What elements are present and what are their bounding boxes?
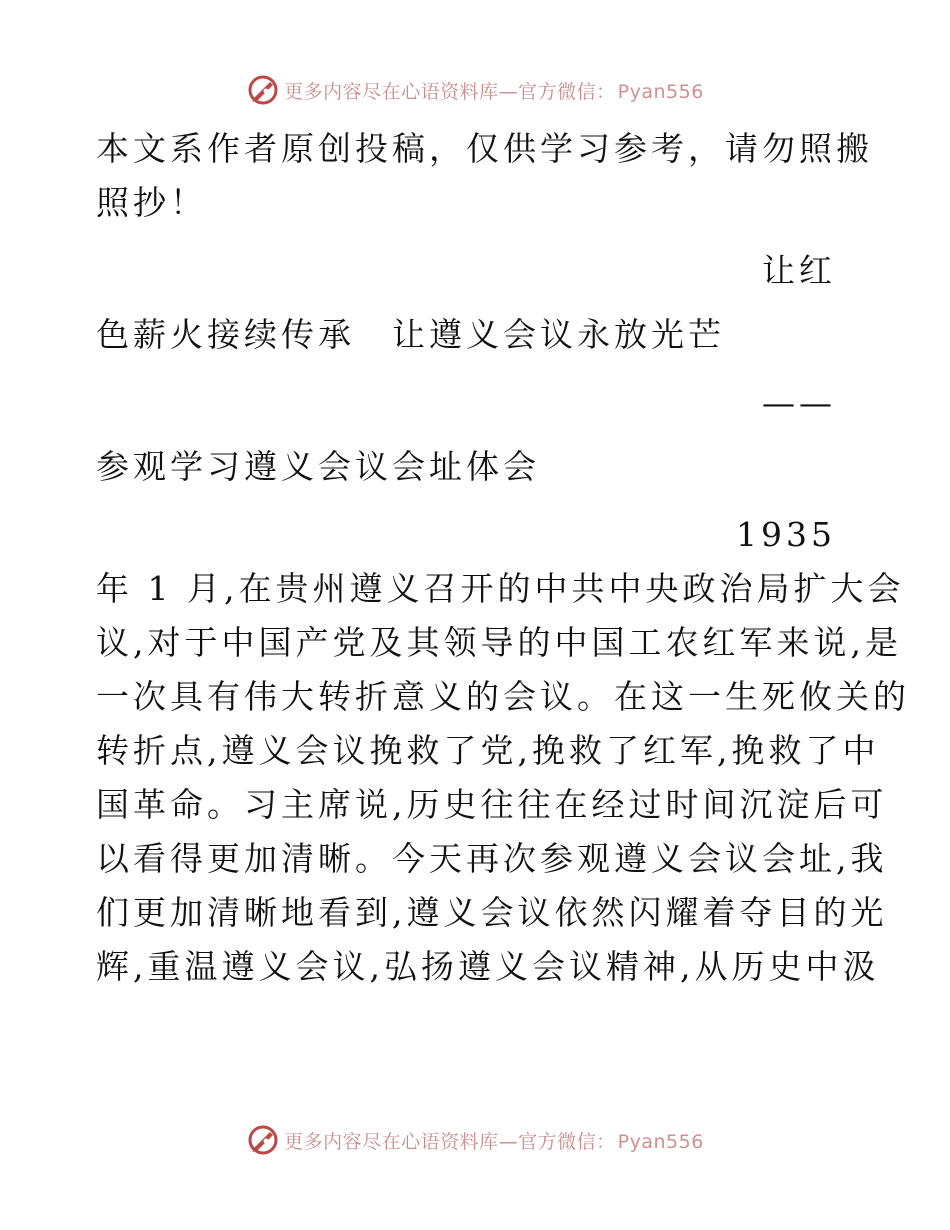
watermark-wechat-id: Pyan556	[617, 80, 704, 103]
subtitle-dash: ——	[762, 383, 836, 422]
footer-watermark	[0, 1120, 950, 1160]
subtitle-line: 参观学习遵义会议会址体会	[96, 447, 540, 486]
body-line-3: 一次具有伟大转折意义的会议。在这一生死攸关的	[96, 677, 910, 716]
body-year: 1935	[736, 515, 836, 554]
body-line-8: 辉,重温遵义会议,弘扬遵义会议精神,从历史中汲	[96, 947, 880, 986]
intro-line-2: 照抄！	[96, 183, 207, 222]
intro-line-1: 本文系作者原创投稿，仅供学习参考，请勿照搬	[96, 129, 873, 168]
body-line-5: 国革命。习主席说,历史往往在经过时间沉淀后可	[96, 785, 888, 824]
body-line-1: 年 1 月,在贵州遵义召开的中共中央政治局扩大会	[96, 569, 905, 608]
title-line-1: 让红	[762, 251, 836, 290]
document-body	[96, 122, 910, 994]
pen-seal-icon	[246, 1123, 280, 1157]
body-line-4: 转折点,遵义会议挽救了党,挽救了红军,挽救了中	[96, 731, 880, 770]
watermark-text: 更多内容尽在心语资料库—官方微信： Pyan556	[284, 1130, 704, 1153]
watermark-text: 更多内容尽在心语资料库—官方微信： Pyan556	[284, 80, 704, 103]
title-line-2: 色薪火接续传承 让遵义会议永放光芒	[96, 315, 725, 354]
header-watermark	[0, 70, 950, 110]
body-line-7: 们更加清晰地看到,遵义会议依然闪耀着夺目的光	[96, 893, 888, 932]
pen-seal-icon	[246, 73, 280, 107]
body-line-2: 议,对于中国产党及其领导的中国工农红军来说,是	[96, 623, 902, 662]
body-line-6: 以看得更加清晰。今天再次参观遵义会议会址,我	[96, 839, 888, 878]
watermark-wechat-id: Pyan556	[617, 1130, 704, 1153]
